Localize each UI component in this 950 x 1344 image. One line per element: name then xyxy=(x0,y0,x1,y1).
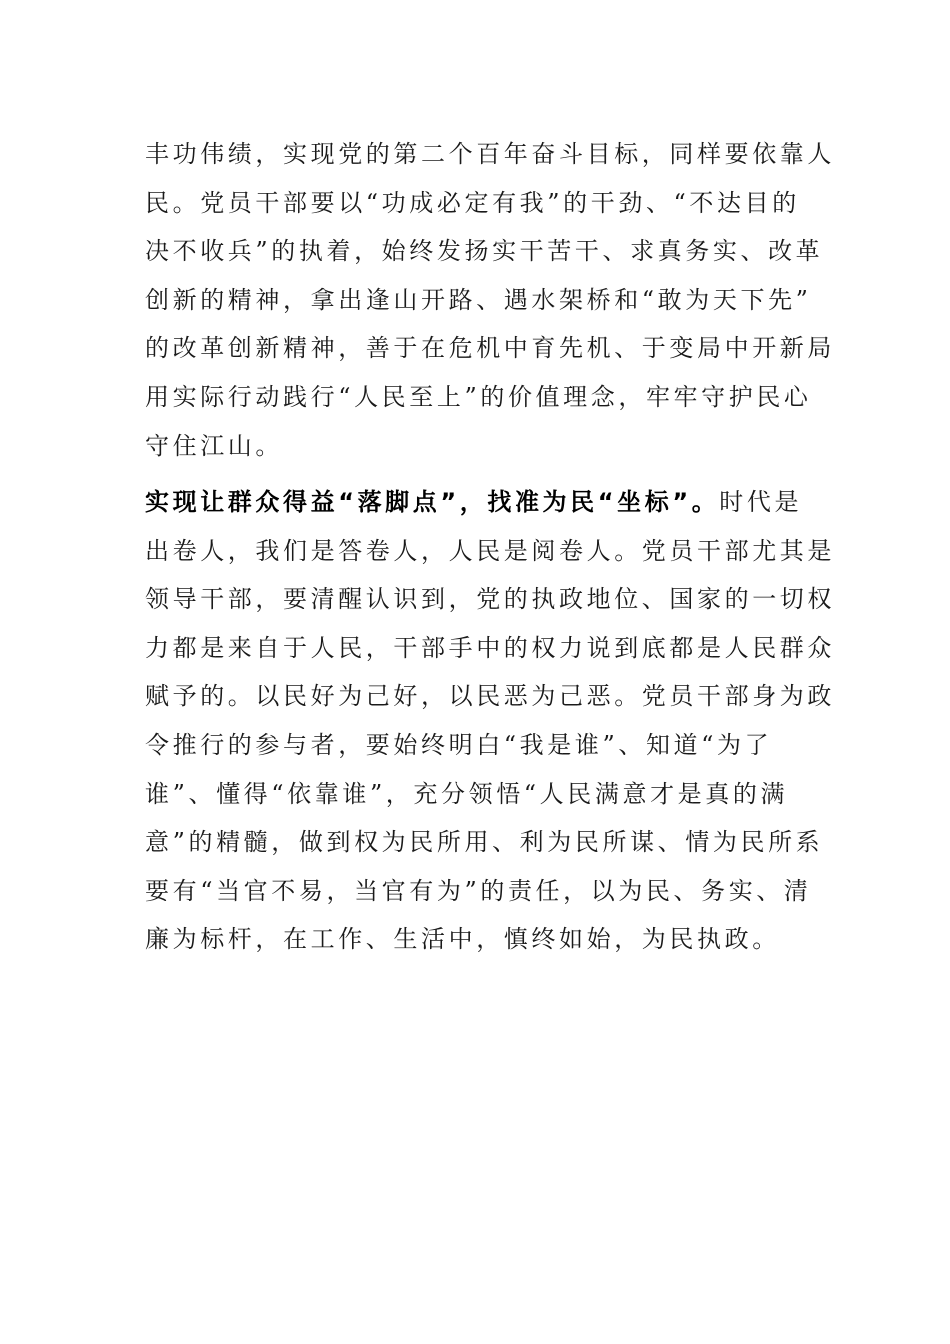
paragraph-line: 力都是来自于人民，干部手中的权力说到底都是人民群众 xyxy=(145,633,835,662)
paragraph-line: 丰功伟绩，实现党的第二个百年奋斗目标，同样要依靠人 xyxy=(145,140,835,168)
paragraph-line: 谁”、懂得“依靠谁”，充分领悟“人民满意才是真的满 xyxy=(145,779,789,808)
paragraph-line: 意”的精髓，做到权为民所用、利为民所谋、情为民所系 xyxy=(145,828,824,857)
paragraph-1 xyxy=(145,130,835,470)
paragraph-line: 赋予的。以民好为己好，以民恶为己恶。党员干部身为政 xyxy=(145,682,835,711)
section-heading: 实现让群众得益“落脚点”，找准为民“坐标”。 xyxy=(145,488,720,516)
paragraph-line: 守住江山。 xyxy=(145,431,283,460)
paragraph-first-line xyxy=(145,478,815,527)
paragraph-line: 出卷人，我们是答卷人，人民是阅卷人。党员干部尤其是 xyxy=(145,536,835,565)
paragraph-line: 决不收兵”的执着，始终发扬实干苦干、求真务实、改革 xyxy=(145,237,824,266)
paragraph-line: 要有“当官不易，当官有为”的责任，以为民、务实、清 xyxy=(145,876,812,905)
paragraph-line: 用实际行动践行“人民至上”的价值理念，牢牢守护民心 xyxy=(145,382,812,411)
paragraph-2 xyxy=(145,478,835,964)
paragraph-line: 令推行的参与者，要始终明白“我是谁”、知道“为了 xyxy=(145,730,773,759)
heading-trailing-text: 时代是 xyxy=(719,488,803,516)
paragraph-line: 民。党员干部要以“功成必定有我”的干劲、“不达目的 xyxy=(145,188,800,217)
paragraph-line: 领导干部，要清醒认识到，党的执政地位、国家的一切权 xyxy=(145,585,835,614)
paragraph-line: 的改革创新精神，善于在危机中育先机、于变局中开新局 xyxy=(145,334,835,363)
paragraph-line: 创新的精神，拿出逢山开路、遇水架桥和“敢为天下先” xyxy=(145,285,812,314)
paragraph-line: 廉为标杆，在工作、生活中，慎终如始，为民执政。 xyxy=(145,925,780,954)
